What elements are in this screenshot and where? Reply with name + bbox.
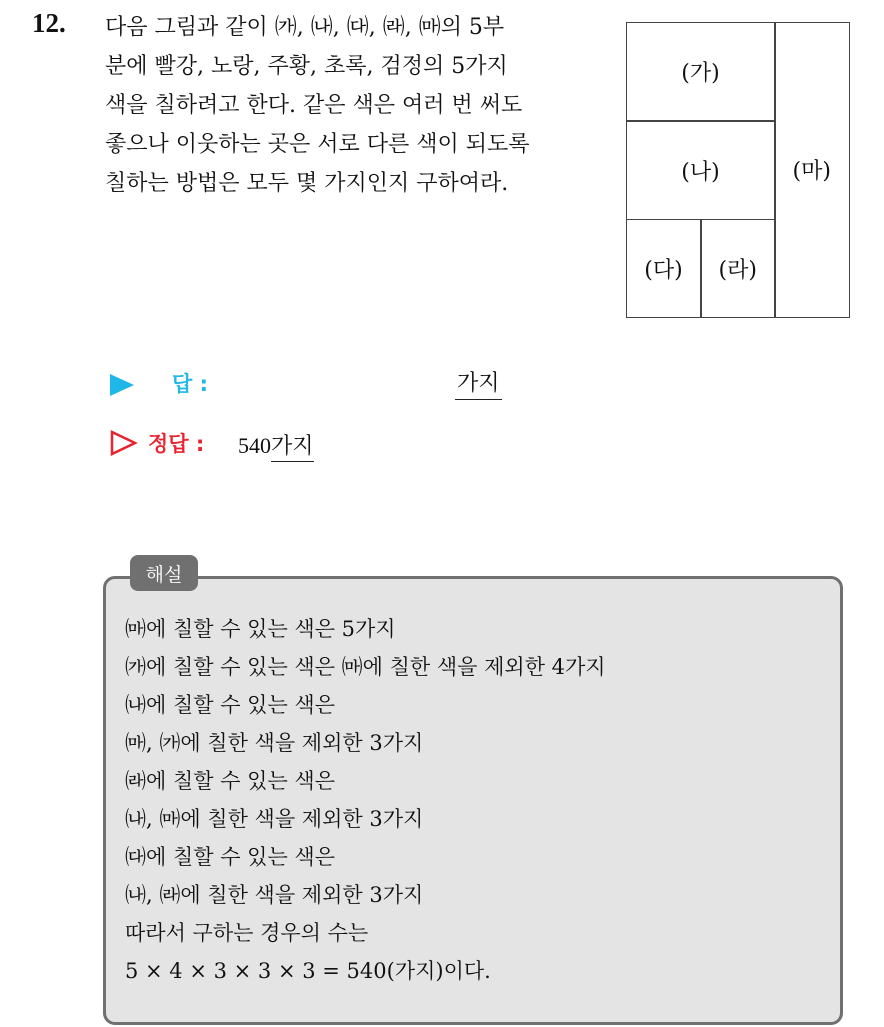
answer-row xyxy=(110,364,610,404)
question-line: 좋으나 이웃하는 곳은 서로 다른 색이 되도록 xyxy=(105,132,530,157)
correct-answer-unit: 가지 xyxy=(271,434,314,462)
correct-answer-label: 정답 : xyxy=(148,432,205,456)
solution-tab: 해설 xyxy=(130,555,198,591)
region-ga: (가) xyxy=(626,22,776,122)
question-line: 다음 그림과 같이 ㈎, ㈏, ㈐, ㈑, ㈒의 5부 xyxy=(105,15,505,40)
solution-line: ㈏에 칠할 수 있는 색은 xyxy=(125,693,335,717)
solution-line: ㈎에 칠할 수 있는 색은 ㈒에 칠한 색을 제외한 4가지 xyxy=(125,655,606,679)
question-line: 칠하는 방법은 모두 몇 가지인지 구하여라. xyxy=(105,171,509,196)
solution-line: ㈐에 칠할 수 있는 색은 xyxy=(125,845,335,869)
outline-triangle-icon xyxy=(110,430,138,456)
solution-line: ㈒에 칠할 수 있는 색은 5가지 xyxy=(125,617,396,641)
solution-text xyxy=(125,610,825,990)
region-ma: (마) xyxy=(774,22,850,318)
answer-label: 답 : xyxy=(172,372,208,396)
correct-answer-row xyxy=(110,424,610,464)
correct-answer-value xyxy=(238,429,314,460)
question-text xyxy=(105,8,605,203)
solution-line: ㈒, ㈎에 칠한 색을 제외한 3가지 xyxy=(125,731,424,755)
question-line: 색을 칠하려고 한다. 같은 색은 여러 번 써도 xyxy=(105,93,523,118)
solution-line: 5 × 4 × 3 × 3 × 3 = 540(가지)이다. xyxy=(125,959,491,983)
play-triangle-icon xyxy=(110,374,134,396)
region-na: (나) xyxy=(626,120,776,220)
solution-line: ㈑에 칠할 수 있는 색은 xyxy=(125,769,335,793)
region-ra: (라) xyxy=(700,219,776,318)
question-line: 분에 빨강, 노랑, 주황, 초록, 검정의 5가지 xyxy=(105,54,508,79)
answer-blank[interactable]: 가지 xyxy=(455,366,502,400)
region-da: (다) xyxy=(626,219,702,318)
region-diagram xyxy=(626,22,850,318)
solution-line: ㈏, ㈑에 칠한 색을 제외한 3가지 xyxy=(125,883,424,907)
question-number: 12. xyxy=(32,8,66,38)
solution-line: ㈏, ㈒에 칠한 색을 제외한 3가지 xyxy=(125,807,424,831)
solution-line: 따라서 구하는 경우의 수는 xyxy=(125,921,369,945)
correct-answer-number: 540 xyxy=(238,433,271,458)
